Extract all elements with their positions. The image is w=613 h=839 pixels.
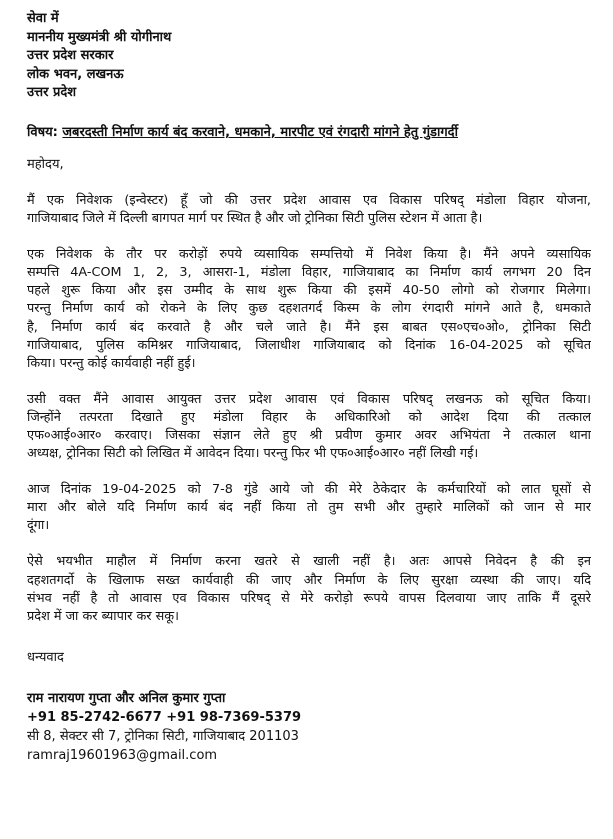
salutation: महोदय, xyxy=(27,156,64,172)
paragraph-line: एफ०आई०आर० करवाए। जिसका संज्ञान लेते हुए श्री प्रवीण कुमार अवर अभियंता ने तत्काल थाना xyxy=(27,428,591,443)
paragraph-line: मैं एक निवेशक (इन्वेस्टर) हूँ जो की उत्तर प्रदेश आवास एव विकास परिषद् मंडोला विहार योजना, xyxy=(27,192,591,208)
paragraph-1 xyxy=(27,192,591,228)
closing-thanks: धन्यवाद xyxy=(27,649,64,665)
paragraph-4 xyxy=(27,481,591,535)
recipient-line: उत्तर प्रदेश सरकार xyxy=(27,48,114,64)
paragraph-2 xyxy=(27,246,591,373)
paragraph-line: ऐसे भयभीत माहौल में निर्माण करना खतरे से खाली नहीं है। अतः आपसे निवेदन है की इन xyxy=(27,554,591,570)
paragraph-line: उसी वक्त मैंने आवास आयुक्त उत्तर प्रदेश आवास एवं विकास परिषद् लखनऊ को सूचित किया। xyxy=(27,391,591,407)
signature-block xyxy=(27,689,591,766)
paragraph-5 xyxy=(27,553,591,625)
paragraph-line: सम्पत्ति 4A-COM 1, 2, 3, आसरा-1, मंडोला विहार, गाजियाबाद का निर्माण कार्य लगभग 20 दिन xyxy=(27,265,591,281)
paragraph-line: प्रदेश में जा कर ब्यापार कर सकू। xyxy=(27,608,179,624)
paragraph-3 xyxy=(27,391,591,463)
sender-email: ramraj19601963@gmail.com xyxy=(27,748,218,764)
paragraph-line: जिन्होंने तत्परता दिखाते हुए मंडोला विहार के अधिकारिओ को आदेश दिया की तत्काल xyxy=(27,409,591,425)
sender-address: सी 8, सेक्टर सी 7, ट्रोनिका सिटी, गाजियाबाद 201103 xyxy=(27,729,299,745)
paragraph-line: दूंगा। xyxy=(27,518,50,534)
paragraph-line: परन्तु निर्माण कार्य को रोकने के लिए कुछ दहशतगर्द किस्म के लोग रंगदारी मांगने आते है, धमकाते xyxy=(27,301,591,317)
paragraph-line: मारा और बोले यदि निर्माण कार्य बंद नहीं किया तो तुम सभी और तुम्हारे मालिकों को जान से मार xyxy=(27,500,591,516)
signatory-names: राम नारायण गुप्ता और अनिल कुमार गुप्ता xyxy=(27,690,226,706)
paragraph-line: अध्यक्ष, ट्रोनिका सिटी को लिखित में आवेदन दिया। परन्तु फिर भी एफ०आई०आर० नहीं लिखी गई। xyxy=(27,446,479,462)
paragraph-line: पहले शुरू किया और इस उम्मीद के साथ शुरू किया की इसमें 40-50 लोगो को रोजगार मिलेगा। xyxy=(27,283,591,299)
paragraph-line: गाजियाबाद, पुलिस कमिश्नर गाजियाबाद, जिलाधीश गाजियाबाद को दिनांक 16-04-2025 को सूचित xyxy=(27,337,591,353)
paragraph-line: दहशतगर्दो के खिलाफ सख्त कार्यवाही की जाए और निर्माण के लिए सुरक्षा व्यस्था की जाए। यदि xyxy=(27,572,591,588)
paragraph-line: एक निवेशक के तौर पर करोड़ों रुपये व्यसायिक सम्पत्तियो में निवेश किया है। मैंने अपने व्यसायिक xyxy=(27,247,591,263)
recipient-line: सेवा में xyxy=(27,11,59,26)
recipient-line: उत्तर प्रदेश xyxy=(27,85,77,101)
paragraph-line: आज दिनांक 19-04-2025 को 7-8 गुंडे आये जो की मेरे ठेकेदार के कर्मचारियों को लात घूसों से xyxy=(27,482,591,498)
recipient-line: लोक भवन, लखनऊ xyxy=(27,66,124,82)
subject-text: जबरदस्ती निर्माण कार्य बंद करवाने, धमकाने, मारपीट एवं रंगदारी मांगने हेतु गुंडागर्दी xyxy=(62,124,458,140)
subject-line xyxy=(27,124,591,142)
paragraph-line: संभव नहीं है तो आवास एव विकास परिषद् से मेरे करोड़ो रूपये वापस दिलवाया जाए ताकि मैं दूसरे xyxy=(27,590,591,606)
paragraph-line: किया। परन्तु कोई कार्यवाही नहीं हुई। xyxy=(27,355,196,371)
subject-label: विषय: xyxy=(27,124,58,140)
paragraph-line: है, निर्माण कार्य बंद करवाते है और चले जाते है। मैंने इस बाबत एस०एच०ओ०, ट्रोनिका सिटी xyxy=(27,319,591,335)
paragraph-line: गाजियाबाद जिले में दिल्ली बागपत मार्ग पर स्थित है और जो ट्रोनिका सिटी पुलिस स्टेशन में आता है। xyxy=(27,211,483,227)
recipient-line: माननीय मुख्यमंत्री श्री योगीनाथ xyxy=(27,29,172,45)
recipient-address xyxy=(27,10,591,103)
phone-numbers: +91 85-2742-6677 +91 98-7369-5379 xyxy=(27,710,302,726)
